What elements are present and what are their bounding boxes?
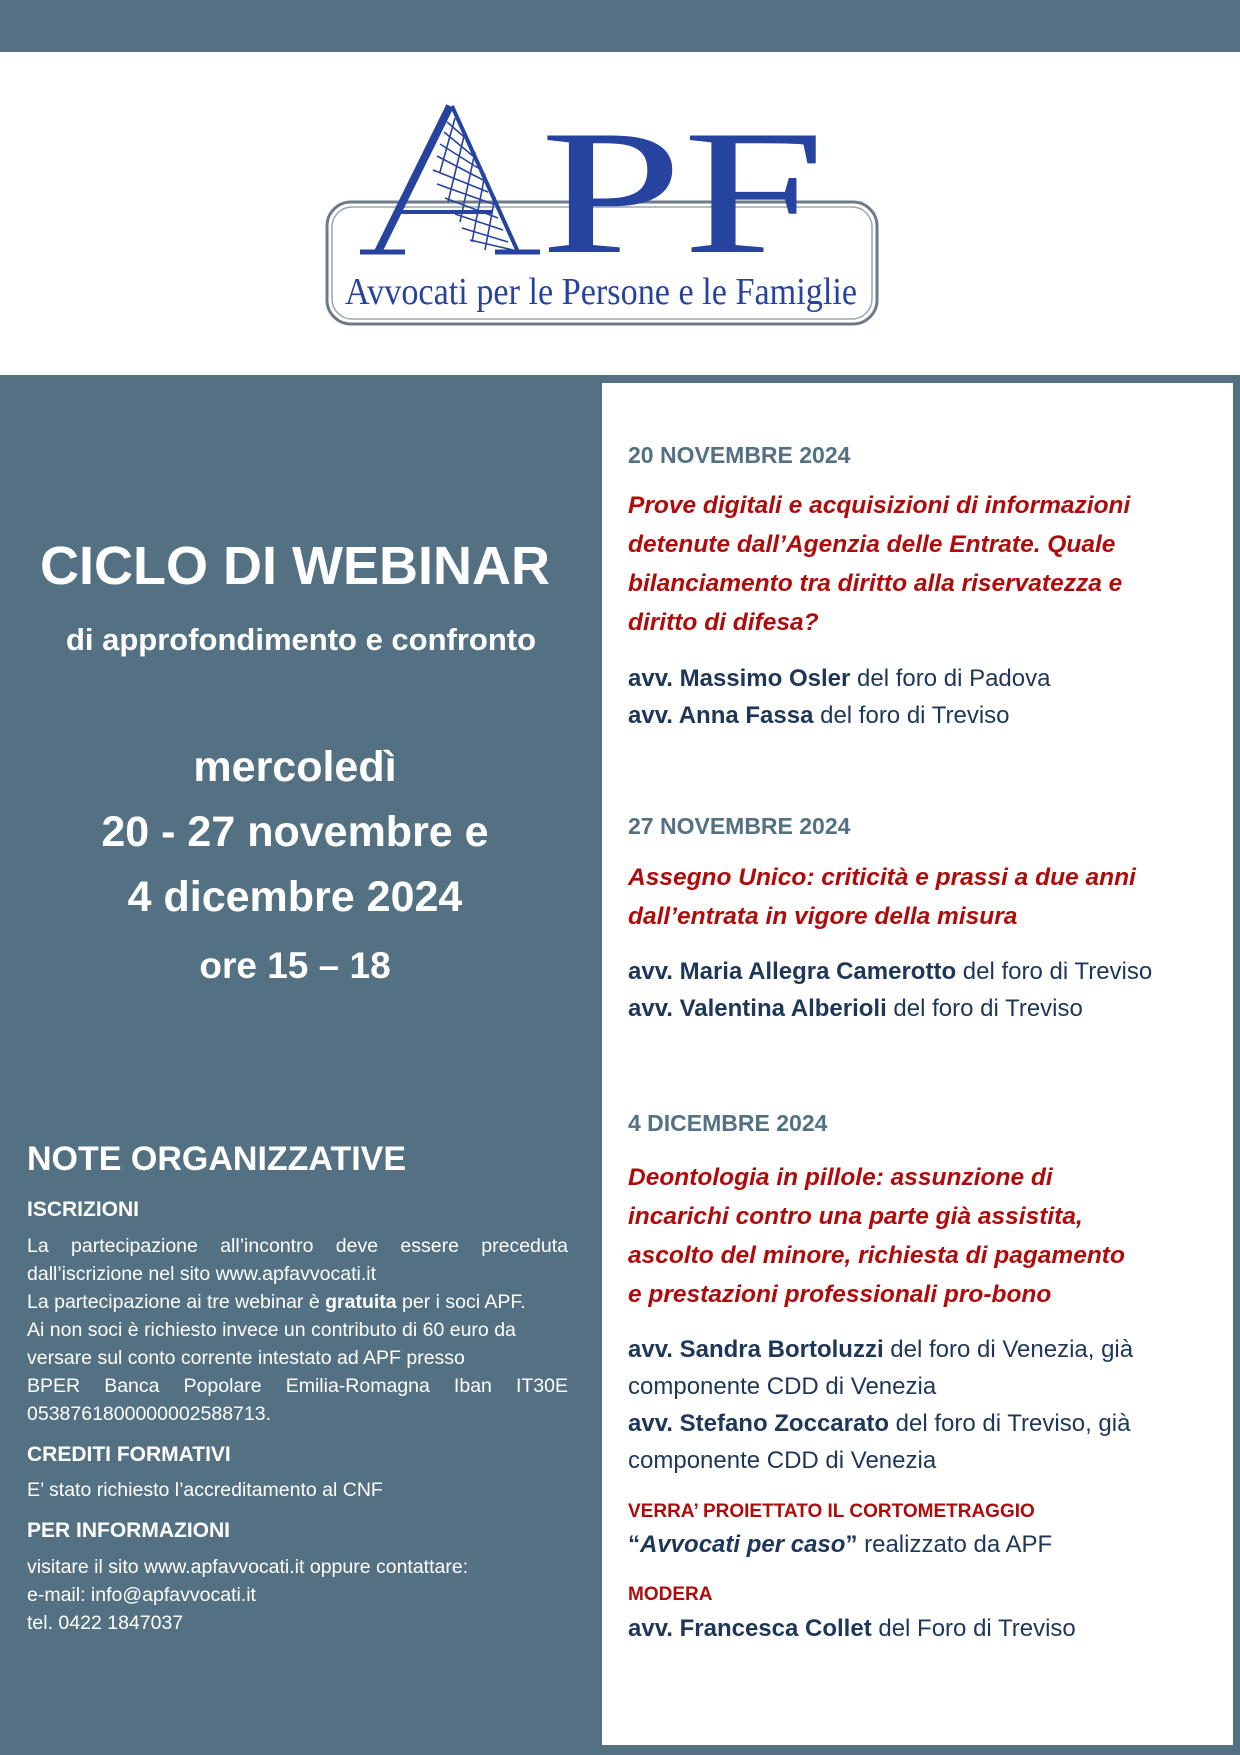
event-3-date: 4 DICEMBRE 2024 bbox=[628, 1110, 828, 1136]
logo-letter-a-icon bbox=[360, 106, 540, 252]
speaker: avv. Sandra Bortoluzzi del foro di Venezia, già bbox=[628, 1336, 1134, 1363]
event-3-title bbox=[628, 1158, 1213, 1314]
apf-logo bbox=[0, 52, 1240, 375]
event-2-speakers bbox=[628, 953, 1228, 1027]
notes-title: NOTE ORGANIZZATIVE bbox=[27, 1140, 407, 1178]
speaker: avv. Massimo Osler del foro di Padova bbox=[628, 665, 1051, 692]
text-line: visitare il sito www.apfavvocati.it oppure contattare: bbox=[27, 1556, 469, 1578]
text-line: BPER Banca Popolare Emilia-Romagna Iban IT30E bbox=[27, 1375, 568, 1397]
crediti-heading: CREDITI FORMATIVI bbox=[27, 1443, 231, 1466]
logo-tagline: Avvocati per le Persone e le Famiglie bbox=[345, 271, 857, 313]
title-line: Assegno Unico: criticità e prassi a due anni bbox=[628, 864, 1136, 891]
info-text bbox=[27, 1553, 568, 1637]
event-3-speakers bbox=[628, 1331, 1228, 1479]
webinar-dates bbox=[0, 735, 590, 930]
logo-letters-pf: PF bbox=[540, 93, 825, 291]
event-1-date: 20 NOVEMBRE 2024 bbox=[628, 442, 851, 468]
speaker-continued: componente CDD di Venezia bbox=[628, 1447, 937, 1474]
right-frame-top bbox=[465, 375, 1240, 383]
webinar-title: CICLO DI WEBINAR bbox=[40, 536, 550, 596]
text-line: La partecipazione all’incontro deve essere preceduta bbox=[27, 1235, 568, 1257]
title-line: e prestazioni professionali pro-bono bbox=[628, 1281, 1052, 1308]
speaker: avv. Anna Fassa del foro di Treviso bbox=[628, 702, 1010, 729]
dates-line: 20 - 27 novembre e bbox=[101, 808, 489, 856]
event-1-title bbox=[628, 486, 1213, 642]
dates-line: 4 dicembre 2024 bbox=[127, 873, 463, 921]
top-banner-bar bbox=[0, 0, 1240, 52]
speaker: avv. Stefano Zoccarato del foro di Treviso, già bbox=[628, 1410, 1131, 1437]
title-line: diritto di difesa? bbox=[628, 609, 819, 636]
text-line: dall’iscrizione nel sito www.apfavvocati.it bbox=[27, 1263, 376, 1285]
film-label: VERRA’ PROIETTATO IL CORTOMETRAGGIO bbox=[628, 1501, 1035, 1522]
text-line: La partecipazione ai tre webinar è gratuita per i soci APF. bbox=[27, 1291, 526, 1313]
moderator: avv. Francesca Collet del Foro di Treviso bbox=[628, 1615, 1076, 1642]
logo-area bbox=[0, 52, 1240, 375]
dates-line: mercoledì bbox=[193, 743, 397, 791]
film-title: “Avvocati per caso” realizzato da APF bbox=[628, 1531, 1053, 1558]
text-line: e-mail: info@apfavvocati.it bbox=[27, 1584, 256, 1606]
title-line: dall’entrata in vigore della misura bbox=[628, 903, 1018, 930]
title-line: Deontologia in pillole: assunzione di bbox=[628, 1164, 1053, 1191]
text-line: versare sul conto corrente intestato ad APF presso bbox=[27, 1347, 465, 1369]
title-line: detenute dall’Agenzia delle Entrate. Quale bbox=[628, 531, 1116, 558]
moderator-label: MODERA bbox=[628, 1584, 713, 1605]
iscrizioni-text bbox=[27, 1232, 568, 1428]
text-line: tel. 0422 1847037 bbox=[27, 1612, 184, 1634]
title-line: ascolto del minore, richiesta di pagamento bbox=[628, 1242, 1125, 1269]
webinar-hours: ore 15 – 18 bbox=[199, 945, 391, 986]
right-frame-bottom bbox=[465, 1745, 1240, 1755]
text-line: 0538761800000002588713. bbox=[27, 1403, 272, 1425]
iscrizioni-heading: ISCRIZIONI bbox=[27, 1198, 140, 1221]
speaker: avv. Valentina Alberioli del foro di Treviso bbox=[628, 995, 1083, 1022]
event-2-date: 27 NOVEMBRE 2024 bbox=[628, 813, 851, 839]
title-line: bilanciamento tra diritto alla riservatezza e bbox=[628, 570, 1123, 597]
event-1-speakers bbox=[628, 660, 1228, 734]
speaker: avv. Maria Allegra Camerotto del foro di Treviso bbox=[628, 958, 1153, 985]
crediti-text bbox=[27, 1476, 568, 1504]
title-line: incarichi contro una parte già assistita, bbox=[628, 1203, 1083, 1230]
info-heading: PER INFORMAZIONI bbox=[27, 1519, 230, 1542]
event-2-title bbox=[628, 858, 1213, 936]
text-line: E’ stato richiesto l’accreditamento al CNF bbox=[27, 1479, 383, 1501]
title-line: Prove digitali e acquisizioni di informazioni bbox=[628, 492, 1131, 519]
webinar-subtitle: di approfondimento e confronto bbox=[65, 622, 537, 657]
text-line: Ai non soci è richiesto invece un contributo di 60 euro da bbox=[27, 1319, 516, 1341]
speaker-continued: componente CDD di Venezia bbox=[628, 1373, 937, 1400]
right-frame-side bbox=[1233, 375, 1240, 1755]
